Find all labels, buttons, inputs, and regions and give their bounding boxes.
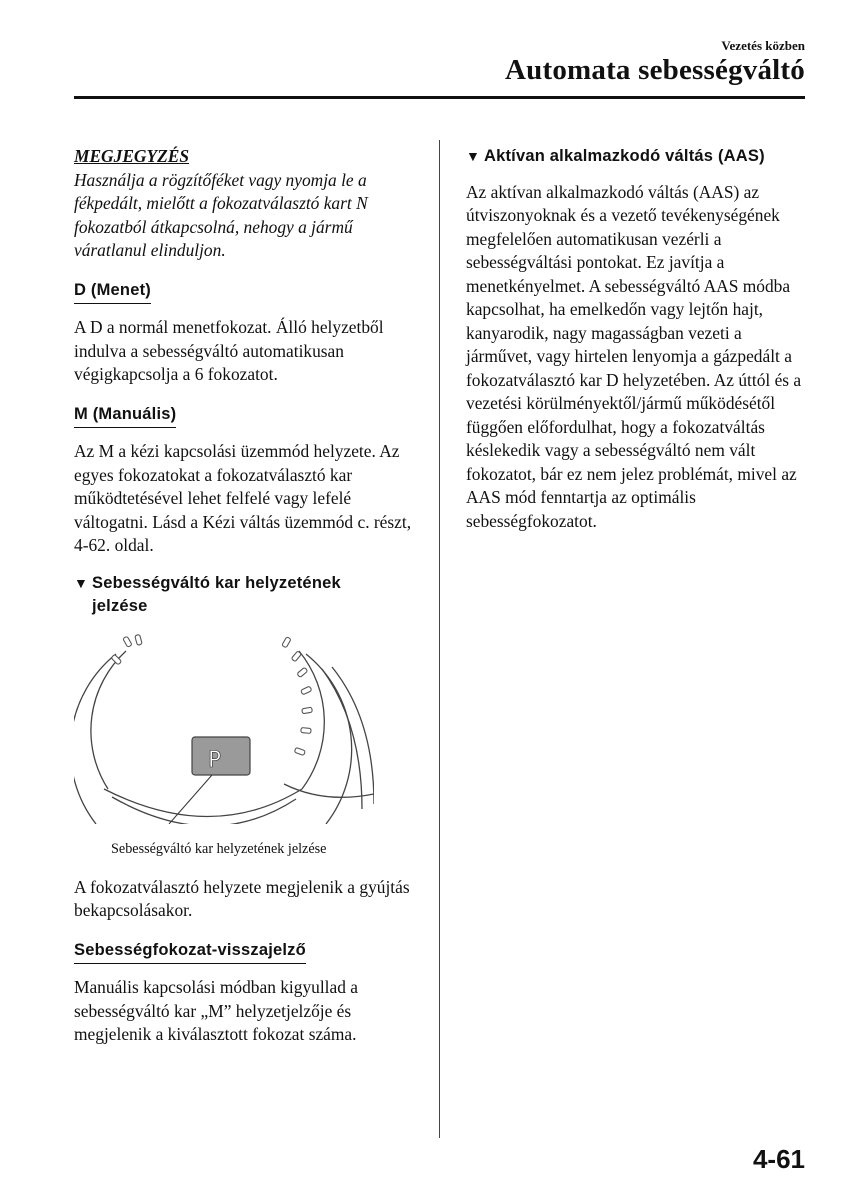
gear-heading: Sebességfokozat-visszajelző [74, 939, 306, 965]
figure-caption: Sebességváltó kar helyzetének jelzése [111, 841, 327, 857]
gear-position-display [192, 737, 250, 775]
indicator-heading-line2: jelzése [92, 597, 148, 615]
frame-bottom-curve [284, 784, 374, 797]
gauge-inner-arc [91, 651, 126, 789]
gear-body: Manuális kapcsolási módban kigyullad a sebességváltó kar „M” helyzetjelzője és megjelenik a kiválasztott fokozat száma. [74, 977, 358, 1044]
right-column [466, 140, 806, 533]
gauge-outer-arc [74, 654, 116, 824]
d-heading: D (Menet) [74, 279, 151, 305]
left-column [74, 140, 419, 1047]
indicator-body: A fokozatválasztó helyzete megjelenik a gyújtás bekapcsolásakor. [74, 876, 410, 920]
display-char: P [208, 747, 222, 773]
note-body: Használja a rögzítőféket vagy nyomja le a fékpedált, mielőtt a fokozatválasztó kart N fokozatból átkapcsolná, nehogy a jármű váratlanul elinduljon. [74, 169, 368, 260]
m-heading: M (Manuális) [74, 403, 176, 429]
indicator-heading [74, 572, 419, 619]
instrument-cluster-figure [74, 629, 374, 824]
triangle-icon: ▼ [466, 148, 481, 164]
frame-curve-inner [322, 669, 362, 809]
page-title: Automata sebességváltó [504, 54, 805, 86]
page-number: 4-61 [752, 1144, 805, 1174]
gauge-bottom-curve-inner [112, 797, 296, 824]
column-divider [439, 140, 440, 1138]
d-body: A D a normál menetfokozat. Álló helyzetből indulva a sebességváltó automatikusan végigkapcsolja a 6 fokozatot. [74, 317, 384, 384]
note-title: MEGJEGYZÉS [74, 146, 189, 166]
section-label: Vezetés közben [721, 38, 805, 53]
indicator-heading-line1: Sebességváltó kar helyzetének [92, 573, 341, 592]
aas-heading [466, 145, 806, 169]
triangle-icon: ▼ [74, 574, 89, 591]
header-rule [74, 96, 805, 99]
aas-body: Az aktívan alkalmazkodó váltás (AAS) az útviszonyoknak és a vezető tevékenységének megfelelően automatikusan vezérli a sebességváltási pontokat. Ez javítja a menetkényelmet. A sebességváltó AAS módba kapcsolhat, ha emelkedőn vagy lejtőn hajt, kanyarodik, nagy magasságban vezeti a járművet, vagy hirtelen lenyomja a gázpedált a fokozatválasztó kar D helyzetében. Az úttól és a vezetési körülményektől/jármű működésétől függően előfordulhat, hogy a fokozatváltás késlekedik vagy a sebességváltó nem vált fokozatot, bár ez nem jelez problémát, mivel az AAS mód fenntartja az optimális sebességfokozatot. [466, 181, 802, 531]
m-body: Az M a kézi kapcsolási üzemmód helyzete. Az egyes fokozatokat a fokozatválasztó kar működtetésével lehet felfelé vagy lefelé váltogatni. Lásd a Kézi váltás üzemmód c. részt, 4-62. oldal. [74, 441, 412, 555]
aas-heading-text: Aktívan alkalmazkodó váltás (AAS) [484, 147, 765, 165]
